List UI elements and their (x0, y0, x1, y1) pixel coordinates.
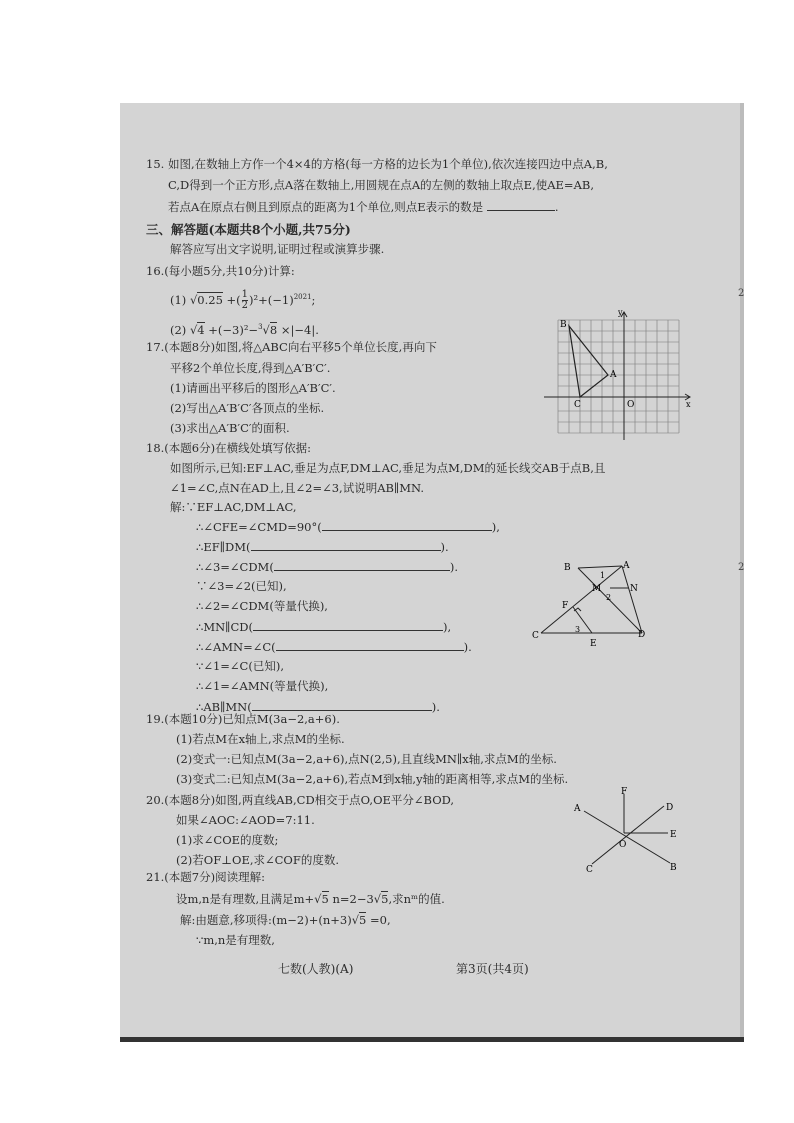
margin-mark: 2 (738, 562, 745, 573)
q17-sub3: (3)求出△A′B′C′的面积. (170, 421, 290, 435)
label-n: N (630, 584, 638, 594)
q18-step7 (196, 619, 451, 634)
q21-text: 解:由题意,移项得:(m−2)+(n+3) (180, 913, 352, 927)
q18-step3 (196, 539, 449, 554)
label-c: C (586, 865, 593, 874)
label-angle2: 2 (606, 593, 612, 602)
q18-step4 (196, 559, 458, 574)
step-end: ). (431, 700, 440, 714)
step-end: ). (440, 540, 449, 554)
sqrt-symbol: √ (189, 322, 198, 337)
label-e: E (590, 639, 597, 649)
step-end: ). (449, 560, 458, 574)
answer-blank[interactable] (276, 639, 464, 651)
q18-step2 (196, 519, 500, 534)
q16-p1-exponent: 2021 (293, 293, 312, 301)
radicand: 5 (359, 913, 367, 927)
step-end: ), (491, 520, 500, 534)
label-angle3: 3 (575, 625, 581, 634)
q15-line1: 15. 如图,在数轴上方作一个4×4的方格(每一方格的边长为1个单位),依次连接四边中点A,B, (146, 157, 608, 171)
q16-p1-prefix: (1) (170, 292, 187, 307)
q16-p1-square: )²+(−1) (249, 292, 294, 307)
q21-line2 (176, 892, 445, 906)
q18-step1: 解:∵EF⊥AC,DM⊥AC, (170, 500, 297, 514)
label-b: B (670, 863, 677, 873)
q16-part2 (170, 320, 319, 337)
label-o: O (627, 400, 635, 410)
step-text: ∴∠3=∠CDM( (196, 560, 274, 574)
q18-step6: ∴∠2=∠CDM(等量代换), (196, 599, 328, 613)
q18-step10: ∴∠1=∠AMN(等量代换), (196, 679, 329, 693)
q16-p2-radicand1: 4 (197, 322, 205, 337)
q20-sub2: (2)若OF⊥OE,求∠COF的度数. (176, 853, 339, 867)
label-y: y (618, 308, 623, 317)
fraction-denominator: 2 (241, 300, 249, 312)
q17-sub1: (1)请画出平移后的图形△A′B′C′. (170, 381, 336, 395)
q19-sub1: (1)若点M在x轴上,求点M的坐标. (176, 732, 345, 746)
q21-line3 (180, 913, 391, 927)
q15-end: . (554, 200, 559, 214)
q18-step9: ∵∠1=∠C(已知), (196, 659, 284, 673)
sqrt-symbol: √ (262, 322, 270, 337)
q17-sub2: (2)写出△A′B′C′各顶点的坐标. (170, 401, 325, 415)
step-text: ∴AB∥MN( (196, 700, 252, 714)
label-angle1: 1 (600, 571, 606, 580)
q18-line3: ∠1=∠C,点N在AD上,且∠2=∠3,试说明AB∥MN. (170, 481, 425, 495)
figure-grid-triangle (540, 308, 695, 440)
footer-page-number: 第3页(共4页) (456, 962, 529, 976)
step-text: ∴∠AMN=∠C( (196, 640, 276, 654)
label-a: A (623, 561, 630, 571)
fraction-numerator: 1 (241, 289, 249, 301)
q20-sub1: (1)求∠COE的度数; (176, 833, 279, 847)
radicand: 5 (321, 892, 329, 906)
sqrt-symbol: √ (373, 892, 382, 906)
footer-subject: 七数(人教)(A) (278, 962, 354, 976)
answer-blank[interactable] (487, 199, 555, 211)
label-d: D (638, 630, 646, 640)
label-a: A (610, 370, 617, 380)
label-d: D (666, 803, 674, 813)
fraction (242, 290, 248, 311)
q19-sub2: (2)变式一:已知点M(3a−2,a+6),点N(2,5),且直线MN∥x轴,求点M的坐标. (176, 752, 557, 766)
answer-blank[interactable] (252, 699, 432, 711)
q16-p2-prefix: (2) (170, 322, 187, 337)
label-b: B (560, 320, 567, 330)
label-c: C (532, 631, 539, 641)
q15-line3-text: 若点A在原点右侧且到原点的距离为1个单位,则点E表示的数是 (168, 200, 484, 214)
q21-text: ,求nᵐ的值. (388, 892, 445, 906)
q15-line2: C,D得到一个正方形,点A落在数轴上,用圆规在点A的左侧的数轴上取点E,使AE=AB, (168, 178, 594, 192)
label-c: C (574, 400, 581, 410)
label-m: M (592, 584, 602, 594)
label-e: E (670, 830, 677, 840)
answer-blank[interactable] (251, 539, 441, 551)
answer-blank[interactable] (253, 619, 443, 631)
root-index: 3 (258, 323, 263, 331)
step-text: ∴∠CFE=∠CMD=90°( (196, 520, 322, 534)
q18-step8 (196, 639, 472, 654)
q20-line1: 20.(本题8分)如图,两直线AB,CD相交于点O,OE平分∠BOD, (146, 793, 455, 807)
step-end: ). (463, 640, 472, 654)
q16-p1-radicand: 0.25 (197, 292, 223, 307)
margin-mark: 2 (738, 288, 745, 299)
sqrt-symbol: √ (351, 913, 360, 927)
sqrt-symbol: √ (314, 892, 322, 906)
q15-line3 (168, 199, 558, 214)
step-text: ∴EF∥DM( (196, 540, 251, 554)
radicand: 5 (381, 892, 389, 906)
q21-text: n=2−3 (332, 892, 374, 906)
q18-line1: 18.(本题6分)在横线处填写依据: (146, 441, 311, 455)
q21-line1: 21.(本题7分)阅读理解: (146, 870, 265, 884)
q16-p2-mid: +(−3)²− (208, 322, 259, 337)
q17-line2: 平移2个单位长度,得到△A′B′C′. (170, 361, 331, 375)
answer-blank[interactable] (274, 559, 450, 571)
q20-line2: 如果∠AOC:∠AOD=7:11. (176, 813, 315, 827)
label-o: O (619, 840, 627, 850)
figure-intersecting-lines (570, 786, 682, 874)
label-a: A (574, 804, 581, 814)
step-end: ), (442, 620, 452, 634)
section-title: 三、解答题(本题共8个小题,共75分) (146, 222, 351, 237)
sqrt-symbol: √ (189, 292, 198, 307)
answer-blank[interactable] (322, 519, 492, 531)
section-instruction: 解答应写出文字说明,证明过程或演算步骤. (170, 242, 385, 256)
q21-text: =0, (370, 913, 391, 927)
q21-line4: ∵m,n是有理数, (196, 933, 275, 947)
step-text: ∴MN∥CD( (196, 620, 253, 634)
q21-text: 设m,n是有理数,且满足m+ (176, 892, 315, 906)
q16-p1-end: ; (311, 292, 316, 307)
q19-sub3: (3)变式二:已知点M(3a−2,a+6),若点M到x轴,y轴的距离相等,求点M的坐标. (176, 772, 569, 786)
q19-line1: 19.(本题10分)已知点M(3a−2,a+6). (146, 712, 340, 726)
q16-p2-end: ×|−4|. (280, 322, 319, 337)
q16-part1 (170, 290, 315, 311)
paper-bottom-edge (120, 1037, 744, 1042)
q18-step5: ∵∠3=∠2(已知), (196, 579, 287, 593)
q18-line2: 如图所示,已知:EF⊥AC,垂足为点F,DM⊥AC,垂足为点M,DM的延长线交AB于点B,且 (170, 461, 606, 475)
q16-header: 16.(每小题5分,共10分)计算: (146, 264, 295, 278)
label-f: F (562, 601, 569, 611)
q16-p2-radicand2: 8 (269, 322, 278, 337)
q16-p1-mid: +( (226, 292, 241, 307)
figure-triangle-parallel (528, 558, 658, 650)
label-x: x (686, 400, 691, 409)
label-b: B (564, 563, 571, 573)
q17-line1: 17.(本题8分)如图,将△ABC向右平移5个单位长度,再向下 (146, 340, 437, 354)
label-f: F (621, 787, 628, 797)
